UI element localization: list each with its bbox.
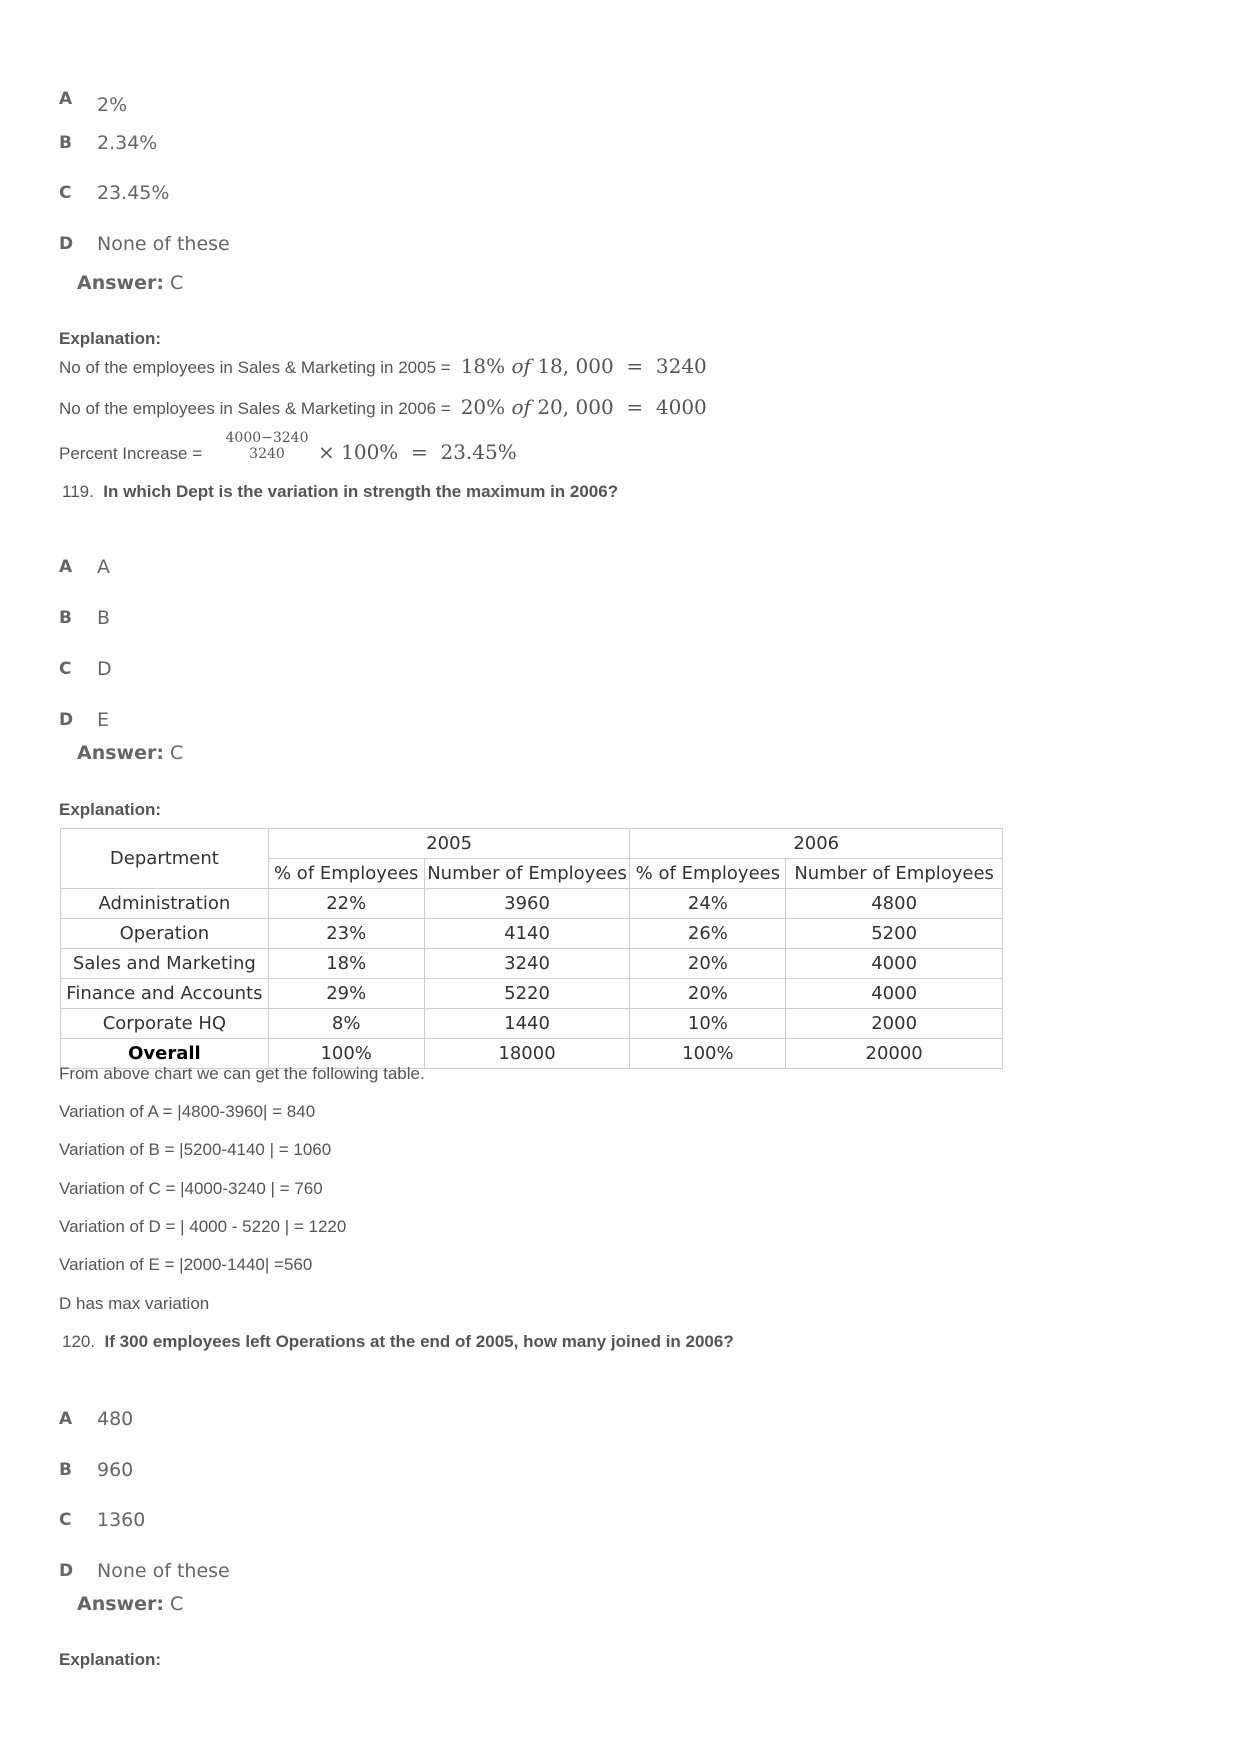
calc-line-2005 [59, 354, 707, 378]
math-result: 4000 [655, 395, 707, 419]
option-text: 2% [97, 94, 128, 116]
table-header-row [61, 829, 1003, 859]
answer-value: C [170, 1593, 184, 1615]
option-letter: B [59, 1460, 72, 1480]
question-text: In which Dept is the variation in strength the maximum in 2006? [103, 482, 619, 501]
answer-label: Answer: [77, 1593, 164, 1615]
option-letter: A [59, 557, 73, 577]
table-row [61, 919, 1003, 949]
question-number: 119. [62, 482, 94, 501]
conclusion: D has max variation [59, 1294, 210, 1313]
fraction [224, 430, 310, 462]
option-text: 480 [97, 1408, 134, 1430]
variation-c: Variation of C = |4000-3240 | = 760 [59, 1179, 323, 1198]
table-cell: 22% [268, 889, 424, 919]
table-row [61, 1009, 1003, 1039]
math-equals: = [626, 354, 644, 378]
variation-b: Variation of B = |5200-4140 | = 1060 [59, 1140, 332, 1159]
variation-d: Variation of D = | 4000 - 5220 | = 1220 [59, 1217, 347, 1236]
option-letter: B [59, 608, 72, 628]
explanation-heading: Explanation: [59, 329, 162, 348]
table-cell: 10% [630, 1009, 786, 1039]
math-equals: = [626, 395, 644, 419]
table-cell: 20000 [786, 1039, 1003, 1069]
question-119 [62, 482, 618, 502]
math-base: 20, 000 [537, 395, 614, 419]
calc-line-2006 [59, 395, 707, 419]
option-text: 2.34% [97, 132, 158, 154]
explanation-text: From above chart we can get the following table. [59, 1064, 425, 1083]
table-cell: Operation [61, 919, 269, 949]
option-letter: C [59, 659, 72, 679]
option-letter: B [59, 133, 72, 153]
option-text: E [97, 709, 110, 731]
table-cell: 20% [630, 949, 786, 979]
math-result: 3240 [655, 354, 707, 378]
table-cell: 2000 [786, 1009, 1003, 1039]
table-row [61, 979, 1003, 1009]
option-letter: A [59, 1409, 73, 1429]
table-row [61, 889, 1003, 919]
table-cell: 24% [630, 889, 786, 919]
option-letter: D [59, 710, 74, 730]
table-cell: 4000 [786, 979, 1003, 1009]
subheader: % of Employees [268, 859, 424, 889]
table-cell: 3960 [424, 889, 630, 919]
table-cell: 4140 [424, 919, 630, 949]
table-cell: Administration [61, 889, 269, 919]
option-text: None of these [97, 1560, 230, 1582]
table-cell: 4800 [786, 889, 1003, 919]
calc-result: × 100% = 23.45% [318, 440, 517, 464]
answer-label: Answer: [77, 272, 164, 294]
table-cell: 3240 [424, 949, 630, 979]
option-text: D [97, 658, 112, 680]
table-cell: 4000 [786, 949, 1003, 979]
calc-math [461, 395, 707, 419]
option-letter: C [59, 183, 72, 203]
option-text: 960 [97, 1459, 134, 1481]
subheader: Number of Employees [424, 859, 630, 889]
table-cell: 1440 [424, 1009, 630, 1039]
table-cell: 5220 [424, 979, 630, 1009]
option-letter: D [59, 234, 74, 254]
option-letter: A [59, 89, 73, 109]
table-cell: 18% [268, 949, 424, 979]
answer-line [77, 742, 183, 764]
answer-value: C [170, 272, 184, 294]
math-of: of [511, 354, 531, 378]
question-120 [62, 1332, 734, 1352]
answer-label: Answer: [77, 742, 164, 764]
table-cell: 5200 [786, 919, 1003, 949]
calc-prefix: No of the employees in Sales & Marketing in 2006 = [59, 399, 451, 418]
subheader: Number of Employees [786, 859, 1003, 889]
option-text: 23.45% [97, 182, 170, 204]
variation-a: Variation of A = |4800-3960| = 840 [59, 1102, 316, 1121]
table-cell: Overall [61, 1039, 269, 1069]
option-text: B [97, 607, 111, 629]
calc-math [461, 354, 707, 378]
subheader: % of Employees [630, 859, 786, 889]
table-row [61, 949, 1003, 979]
table-cell: 100% [268, 1039, 424, 1069]
table-cell: Sales and Marketing [61, 949, 269, 979]
math-of: of [511, 395, 531, 419]
math-percent: 20% [460, 395, 506, 419]
answer-line [77, 1593, 183, 1615]
table-cell: 8% [268, 1009, 424, 1039]
option-letter: D [59, 1561, 74, 1581]
math-percent: 18% [460, 354, 506, 378]
question-number: 120. [62, 1332, 96, 1351]
fraction-numerator: 4000−3240 [225, 430, 309, 446]
explanation-heading: Explanation: [59, 800, 162, 819]
variation-e: Variation of E = |2000-1440| =560 [59, 1255, 313, 1274]
math-base: 18, 000 [537, 354, 614, 378]
answer-value: C [170, 742, 184, 764]
table-cell: Corporate HQ [61, 1009, 269, 1039]
table-cell: 18000 [424, 1039, 630, 1069]
calc-prefix: Percent Increase = [59, 444, 203, 463]
option-text: None of these [97, 233, 230, 255]
table-cell: 100% [630, 1039, 786, 1069]
table-cell: Finance and Accounts [61, 979, 269, 1009]
question-text: If 300 employees left Operations at the end of 2005, how many joined in 2006? [104, 1332, 734, 1351]
option-text: 1360 [97, 1509, 146, 1531]
explanation-heading: Explanation: [59, 1650, 162, 1669]
table-cell: 26% [630, 919, 786, 949]
department-table [60, 828, 1003, 1069]
header-year-2005: 2005 [268, 829, 630, 859]
calc-prefix: No of the employees in Sales & Marketing in 2005 = [59, 358, 451, 377]
header-year-2006: 2006 [630, 829, 1003, 859]
fraction-denominator: 3240 [249, 446, 285, 462]
table-cell: 20% [630, 979, 786, 1009]
option-letter: C [59, 1510, 72, 1530]
table-cell: 23% [268, 919, 424, 949]
answer-line [77, 272, 183, 294]
table-cell: 29% [268, 979, 424, 1009]
header-department: Department [61, 829, 269, 889]
option-text: A [97, 556, 110, 578]
